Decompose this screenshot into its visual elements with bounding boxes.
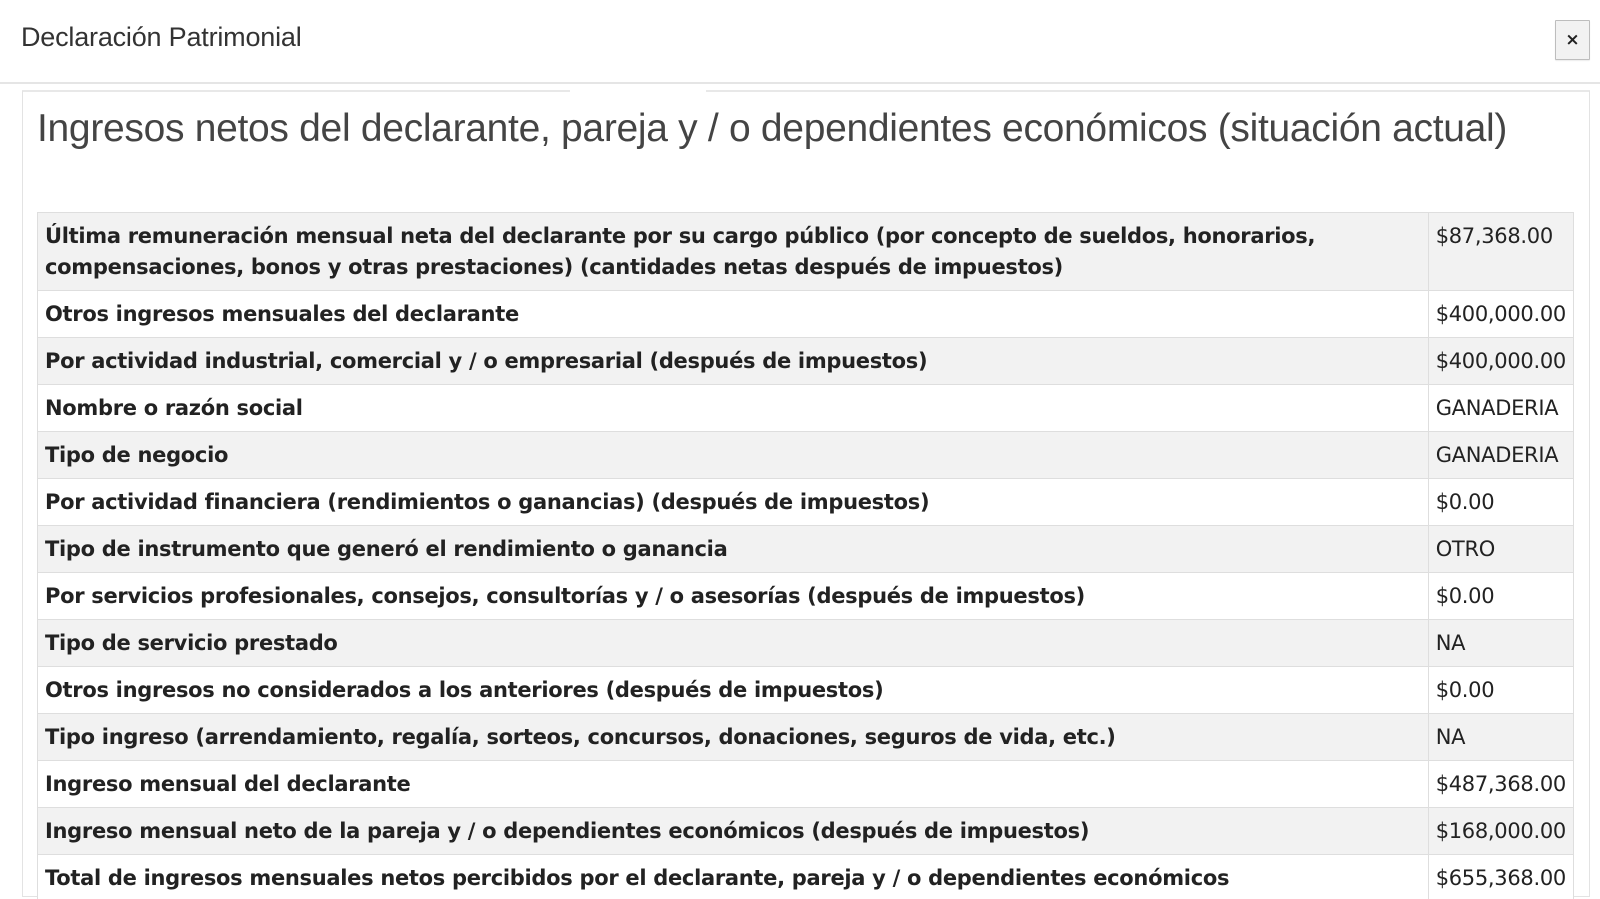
row-value: $400,000.00 bbox=[1428, 338, 1573, 385]
table-row bbox=[38, 761, 1574, 808]
row-value: GANADERIA bbox=[1428, 385, 1573, 432]
row-value: GANADERIA bbox=[1428, 432, 1573, 479]
row-value: $0.00 bbox=[1428, 573, 1573, 620]
table-row bbox=[38, 526, 1574, 573]
modal-title: Declaración Patrimonial bbox=[21, 22, 302, 52]
table-row bbox=[38, 291, 1574, 338]
modal-header bbox=[0, 0, 1600, 84]
row-value: $87,368.00 bbox=[1428, 213, 1573, 291]
row-label: Última remuneración mensual neta del declarante por su cargo público (por concepto de sueldos, honorarios, compensaciones, bonos y otras prestaciones) (cantidades netas después de impuestos) bbox=[38, 213, 1429, 291]
row-label: Tipo de servicio prestado bbox=[38, 620, 1429, 667]
table-row bbox=[38, 620, 1574, 667]
section-title: Ingresos netos del declarante, pareja y / o dependientes económicos (situación actual) bbox=[37, 107, 1508, 150]
row-value: OTRO bbox=[1428, 526, 1573, 573]
row-value: $0.00 bbox=[1428, 479, 1573, 526]
income-table bbox=[37, 212, 1574, 899]
close-button[interactable] bbox=[1555, 20, 1590, 60]
table-row bbox=[38, 213, 1574, 291]
row-value: NA bbox=[1428, 620, 1573, 667]
row-value: $487,368.00 bbox=[1428, 761, 1573, 808]
table-row bbox=[38, 385, 1574, 432]
table-row bbox=[38, 714, 1574, 761]
row-label: Otros ingresos no considerados a los anteriores (después de impuestos) bbox=[38, 667, 1429, 714]
row-label: Tipo ingreso (arrendamiento, regalía, sorteos, concursos, donaciones, seguros de vida, etc.) bbox=[38, 714, 1429, 761]
table-row bbox=[38, 432, 1574, 479]
table-row bbox=[38, 573, 1574, 620]
row-label: Por servicios profesionales, consejos, consultorías y / o asesorías (después de impuestos) bbox=[38, 573, 1429, 620]
row-label: Nombre o razón social bbox=[38, 385, 1429, 432]
row-label: Ingreso mensual del declarante bbox=[38, 761, 1429, 808]
row-label: Tipo de instrumento que generó el rendimiento o ganancia bbox=[38, 526, 1429, 573]
row-label: Por actividad industrial, comercial y / o empresarial (después de impuestos) bbox=[38, 338, 1429, 385]
row-value: $655,368.00 bbox=[1428, 855, 1573, 899]
row-label: Total de ingresos mensuales netos percibidos por el declarante, pareja y / o dependientes económicos bbox=[38, 855, 1429, 899]
row-label: Tipo de negocio bbox=[38, 432, 1429, 479]
row-label: Otros ingresos mensuales del declarante bbox=[38, 291, 1429, 338]
row-label: Por actividad financiera (rendimientos o ganancias) (después de impuestos) bbox=[38, 479, 1429, 526]
row-label: Ingreso mensual neto de la pareja y / o dependientes económicos (después de impuestos) bbox=[38, 808, 1429, 855]
row-value: NA bbox=[1428, 714, 1573, 761]
table-row bbox=[38, 479, 1574, 526]
content-panel bbox=[22, 91, 1590, 897]
table-row bbox=[38, 667, 1574, 714]
close-icon: × bbox=[1565, 30, 1580, 50]
row-value: $0.00 bbox=[1428, 667, 1573, 714]
row-value: $168,000.00 bbox=[1428, 808, 1573, 855]
table-row bbox=[38, 808, 1574, 855]
table-row bbox=[38, 338, 1574, 385]
row-value: $400,000.00 bbox=[1428, 291, 1573, 338]
table-row bbox=[38, 855, 1574, 899]
